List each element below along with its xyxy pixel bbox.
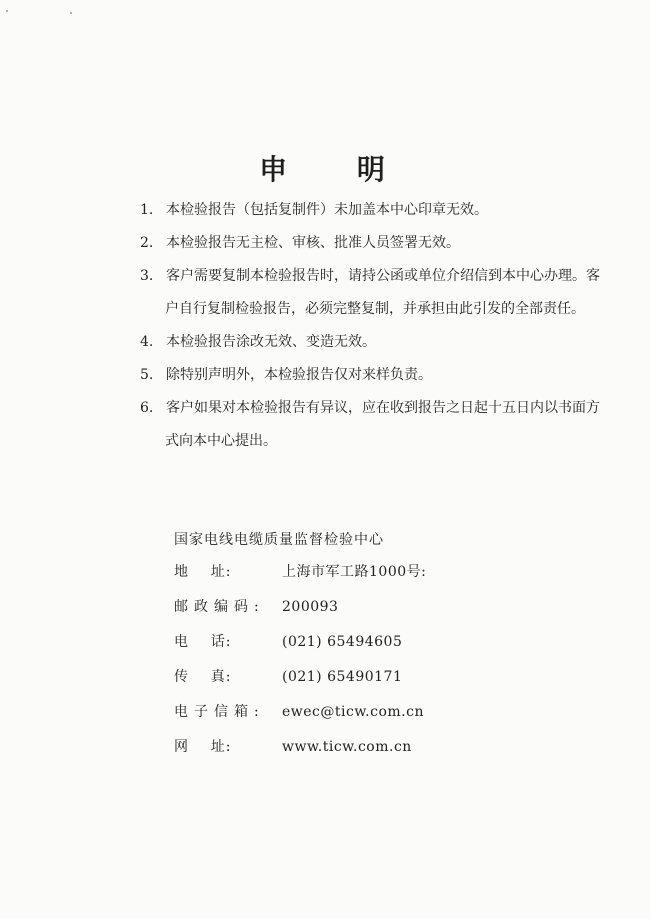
website-link[interactable]: www.ticw.com.cn <box>282 739 412 755</box>
fax-label: 传 真: <box>174 669 232 685</box>
contact-row-email <box>174 695 614 730</box>
statement-number: 1. <box>140 202 154 218</box>
statement-text: 客户需要复制本检验报告时，请持公函或单位介绍信到本中心办理。客 <box>166 268 600 284</box>
statement-number: 5. <box>140 367 154 383</box>
contact-row-website <box>174 730 614 765</box>
statement-number: 3. <box>140 268 154 284</box>
statement-text-continued: 式向本中心提出。 <box>165 433 277 449</box>
contact-row-postcode <box>174 590 614 625</box>
statement-number: 2. <box>140 235 154 251</box>
statement-item <box>140 326 645 359</box>
statement-item <box>140 260 645 326</box>
statement-text: 本检验报告无主检、审核、批准人员签署无效。 <box>166 235 460 251</box>
postcode-label: 邮政编码: <box>174 599 265 615</box>
website-label: 网 址: <box>174 739 232 755</box>
contact-row-address <box>174 555 614 590</box>
address-label: 地 址: <box>174 564 232 580</box>
postcode-value: 200093 <box>282 599 339 615</box>
contact-block <box>174 525 614 765</box>
scan-speck <box>70 12 72 14</box>
statement-item <box>140 194 645 227</box>
statement-text: 本检验报告（包括复制件）未加盖本中心印章无效。 <box>166 202 488 218</box>
page-title: 申 明 <box>259 153 415 186</box>
statement-text: 本检验报告涂改无效、变造无效。 <box>166 334 376 350</box>
fax-value: (021) 65490171 <box>282 669 403 685</box>
statement-item <box>140 392 645 458</box>
phone-label: 电 话: <box>174 634 232 650</box>
statement-item <box>140 359 645 392</box>
email-link[interactable]: ewec@ticw.com.cn <box>282 704 424 720</box>
scan-speck <box>6 10 8 12</box>
statement-number: 4. <box>140 334 154 350</box>
phone-value: (021) 65494605 <box>282 634 403 650</box>
contact-row-phone <box>174 625 614 660</box>
statement-text: 除特别声明外，本检验报告仅对来样负责。 <box>166 367 432 383</box>
email-label: 电子信箱: <box>174 704 265 720</box>
statement-item <box>140 227 645 260</box>
statement-list <box>140 194 645 458</box>
statement-number: 6. <box>140 400 154 416</box>
address-value: 上海市军工路1000号: <box>282 564 427 580</box>
statement-text-continued: 户自行复制检验报告，必须完整复制，并承担由此引发的全部责任。 <box>165 301 585 317</box>
statement-text: 客户如果对本检验报告有异议，应在收到报告之日起十五日内以书面方 <box>166 400 600 416</box>
contact-row-fax <box>174 660 614 695</box>
organization-name: 国家电线电缆质量监督检验中心 <box>174 532 384 548</box>
